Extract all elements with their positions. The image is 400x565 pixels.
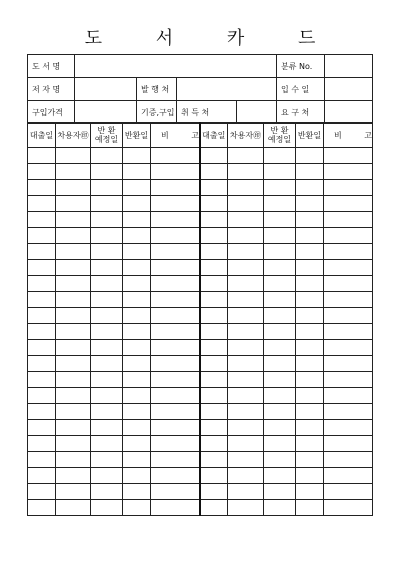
loan-log-cell[interactable] (296, 452, 324, 468)
loan-log-cell[interactable] (151, 196, 200, 212)
remarks-header: 비 고 (324, 123, 373, 148)
loan-log-cell[interactable] (324, 372, 373, 388)
loan-log-cell[interactable] (123, 356, 151, 372)
loan-log-cell[interactable] (151, 484, 200, 500)
loan-log-cell[interactable] (28, 372, 56, 388)
loan-log-cell[interactable] (123, 180, 151, 196)
loan-log-cell[interactable] (296, 180, 324, 196)
loan-log-cell[interactable] (324, 500, 373, 516)
return-due-header: 반 환 예정일 (264, 123, 296, 148)
loan-log-cell[interactable] (264, 420, 296, 436)
author-field[interactable] (75, 78, 137, 101)
loan-log-cell[interactable] (264, 212, 296, 228)
loan-log-row (28, 196, 373, 212)
loan-log-row (28, 356, 373, 372)
loan-log-header (28, 123, 373, 148)
loan-log-cell[interactable] (296, 324, 324, 340)
loan-log-cell[interactable] (324, 196, 373, 212)
loan-log-cell[interactable] (228, 292, 264, 308)
loan-date-header: 대출일 (28, 123, 56, 148)
loan-log-cell[interactable] (296, 308, 324, 324)
loan-log-cell[interactable] (228, 260, 264, 276)
loan-log-cell[interactable] (228, 324, 264, 340)
loan-log-cell[interactable] (56, 468, 91, 484)
borrower-header: 차용자㊞ (228, 123, 264, 148)
loan-log-cell[interactable] (264, 500, 296, 516)
loan-log-cell[interactable] (264, 244, 296, 260)
loan-log-cell[interactable] (296, 500, 324, 516)
loan-date-header: 대출일 (200, 123, 228, 148)
loan-log-cell[interactable] (151, 388, 200, 404)
donation-purchase-label: 기증,구입 (137, 101, 177, 124)
loan-log-cell[interactable] (123, 164, 151, 180)
class-no-field[interactable] (325, 55, 373, 78)
loan-log-cell[interactable] (91, 292, 123, 308)
loan-log-cell[interactable] (123, 260, 151, 276)
loan-log-cell[interactable] (324, 388, 373, 404)
loan-log-cell[interactable] (28, 196, 56, 212)
loan-log-cell[interactable] (151, 452, 200, 468)
loan-log-cell[interactable] (324, 244, 373, 260)
loan-log-cell[interactable] (56, 388, 91, 404)
loan-log-cell[interactable] (228, 340, 264, 356)
publisher-field[interactable] (177, 78, 277, 101)
loan-log-cell[interactable] (264, 452, 296, 468)
loan-log-cell[interactable] (151, 356, 200, 372)
loan-log-cell[interactable] (91, 468, 123, 484)
loan-log-cell[interactable] (56, 324, 91, 340)
loan-log-cell[interactable] (324, 212, 373, 228)
loan-log-cell[interactable] (228, 500, 264, 516)
loan-log-cell[interactable] (28, 340, 56, 356)
class-no-label: 분류 No. (277, 55, 325, 78)
loan-log-cell[interactable] (123, 212, 151, 228)
received-date-label: 입 수 일 (277, 78, 325, 101)
loan-log-cell[interactable] (324, 436, 373, 452)
loan-log-table (27, 122, 382, 516)
loan-log-cell[interactable] (56, 148, 91, 164)
loan-log-cell[interactable] (151, 292, 200, 308)
loan-log-cell[interactable] (151, 324, 200, 340)
loan-log-cell[interactable] (91, 436, 123, 452)
loan-log-cell[interactable] (264, 436, 296, 452)
loan-log-cell[interactable] (324, 228, 373, 244)
loan-log-cell[interactable] (28, 244, 56, 260)
loan-log-row (28, 388, 373, 404)
loan-log-cell[interactable] (56, 180, 91, 196)
loan-log-cell[interactable] (200, 436, 228, 452)
loan-log-cell[interactable] (264, 228, 296, 244)
loan-log-cell[interactable] (324, 180, 373, 196)
book-info-table (27, 54, 373, 124)
loan-log-cell[interactable] (123, 484, 151, 500)
loan-log-cell[interactable] (200, 340, 228, 356)
loan-log-cell[interactable] (296, 148, 324, 164)
loan-log-cell[interactable] (91, 260, 123, 276)
loan-log-cell[interactable] (264, 180, 296, 196)
return-due-header: 반 환 예정일 (91, 123, 123, 148)
loan-log-cell[interactable] (123, 404, 151, 420)
loan-log-row (28, 420, 373, 436)
loan-log-cell[interactable] (228, 180, 264, 196)
loan-log-cell[interactable] (151, 420, 200, 436)
loan-log-cell[interactable] (91, 244, 123, 260)
loan-log-cell[interactable] (324, 292, 373, 308)
loan-log-cell[interactable] (123, 324, 151, 340)
loan-log-cell[interactable] (228, 164, 264, 180)
loan-log-cell[interactable] (91, 420, 123, 436)
loan-log-cell[interactable] (123, 452, 151, 468)
loan-log-cell[interactable] (228, 452, 264, 468)
loan-log-row (28, 468, 373, 484)
loan-log-cell[interactable] (296, 340, 324, 356)
loan-log-row (28, 436, 373, 452)
handler-label: 취 득 처 (177, 101, 237, 124)
loan-log-cell[interactable] (56, 484, 91, 500)
loan-log-cell[interactable] (264, 324, 296, 340)
loan-log-cell[interactable] (324, 452, 373, 468)
loan-log-row (28, 164, 373, 180)
loan-log-row (28, 404, 373, 420)
requester-field[interactable] (325, 101, 373, 124)
loan-log-cell[interactable] (151, 180, 200, 196)
loan-log-cell[interactable] (123, 436, 151, 452)
loan-log-cell[interactable] (264, 340, 296, 356)
loan-log-cell[interactable] (91, 228, 123, 244)
loan-log-cell[interactable] (56, 228, 91, 244)
loan-log-cell[interactable] (91, 212, 123, 228)
loan-log-cell[interactable] (56, 196, 91, 212)
loan-log-cell[interactable] (228, 388, 264, 404)
loan-log-cell[interactable] (56, 260, 91, 276)
loan-log-cell[interactable] (296, 436, 324, 452)
loan-log-cell[interactable] (200, 372, 228, 388)
loan-log-cell[interactable] (228, 148, 264, 164)
loan-log-cell[interactable] (228, 356, 264, 372)
loan-log-cell[interactable] (228, 404, 264, 420)
loan-log-cell[interactable] (28, 308, 56, 324)
loan-log-cell[interactable] (200, 324, 228, 340)
loan-log-cell[interactable] (228, 484, 264, 500)
loan-log-cell[interactable] (28, 388, 56, 404)
loan-log-cell[interactable] (123, 468, 151, 484)
loan-log-cell[interactable] (56, 340, 91, 356)
loan-log-cell[interactable] (324, 148, 373, 164)
loan-log-cell[interactable] (28, 404, 56, 420)
loan-log-cell[interactable] (91, 500, 123, 516)
loan-log-cell[interactable] (264, 196, 296, 212)
loan-log-cell[interactable] (200, 148, 228, 164)
loan-log-cell[interactable] (200, 484, 228, 500)
loan-log-cell[interactable] (324, 164, 373, 180)
loan-log-cell[interactable] (56, 292, 91, 308)
loan-log-cell[interactable] (151, 228, 200, 244)
loan-log-cell[interactable] (296, 484, 324, 500)
loan-log-row (28, 452, 373, 468)
loan-log-row (28, 500, 373, 516)
loan-log-row (28, 276, 373, 292)
loan-log-cell[interactable] (296, 164, 324, 180)
loan-log-cell[interactable] (264, 148, 296, 164)
loan-log-cell[interactable] (324, 356, 373, 372)
loan-log-cell[interactable] (56, 404, 91, 420)
loan-log-cell[interactable] (228, 196, 264, 212)
loan-log-cell[interactable] (91, 388, 123, 404)
loan-log-cell[interactable] (228, 308, 264, 324)
loan-log-cell[interactable] (151, 148, 200, 164)
loan-log-cell[interactable] (324, 260, 373, 276)
loan-log-cell[interactable] (200, 180, 228, 196)
loan-log-cell[interactable] (123, 228, 151, 244)
loan-log-cell[interactable] (264, 292, 296, 308)
loan-log-cell[interactable] (200, 164, 228, 180)
loan-log-cell[interactable] (28, 276, 56, 292)
loan-log-cell[interactable] (123, 148, 151, 164)
purchase-price-field[interactable] (75, 101, 137, 124)
loan-log-cell[interactable] (228, 420, 264, 436)
loan-log-cell[interactable] (28, 500, 56, 516)
loan-log-row (28, 212, 373, 228)
loan-log-cell[interactable] (91, 372, 123, 388)
loan-log-cell[interactable] (296, 372, 324, 388)
loan-log-cell[interactable] (56, 500, 91, 516)
loan-log-cell[interactable] (200, 196, 228, 212)
loan-log-cell[interactable] (151, 212, 200, 228)
loan-log-cell[interactable] (264, 260, 296, 276)
loan-log-cell[interactable] (28, 180, 56, 196)
loan-log-cell[interactable] (56, 276, 91, 292)
loan-log-cell[interactable] (228, 276, 264, 292)
loan-log-cell[interactable] (264, 356, 296, 372)
loan-log-cell[interactable] (151, 404, 200, 420)
loan-log-cell[interactable] (264, 372, 296, 388)
loan-log-cell[interactable] (123, 500, 151, 516)
loan-log-cell[interactable] (324, 276, 373, 292)
loan-log-cell[interactable] (123, 292, 151, 308)
loan-log-cell[interactable] (324, 340, 373, 356)
loan-log-row (28, 180, 373, 196)
return-date-header: 반환일 (123, 123, 151, 148)
loan-log-cell[interactable] (91, 164, 123, 180)
loan-log-cell[interactable] (28, 452, 56, 468)
loan-log-cell[interactable] (28, 324, 56, 340)
loan-log-cell[interactable] (28, 164, 56, 180)
loan-log-cell[interactable] (151, 500, 200, 516)
loan-log-cell[interactable] (264, 468, 296, 484)
loan-log-cell[interactable] (228, 468, 264, 484)
loan-log-cell[interactable] (151, 308, 200, 324)
requester-label: 요 구 처 (277, 101, 325, 124)
loan-log-cell[interactable] (200, 260, 228, 276)
loan-log-cell[interactable] (296, 276, 324, 292)
loan-log-row (28, 308, 373, 324)
book-name-field[interactable] (75, 55, 277, 78)
loan-log-row (28, 148, 373, 164)
loan-log-cell[interactable] (56, 436, 91, 452)
loan-log-cell[interactable] (91, 484, 123, 500)
author-label: 저 자 명 (28, 78, 75, 101)
loan-log-cell[interactable] (28, 212, 56, 228)
loan-log-cell[interactable] (296, 260, 324, 276)
loan-log-cell[interactable] (200, 500, 228, 516)
loan-log-cell[interactable] (324, 404, 373, 420)
loan-log-cell[interactable] (28, 436, 56, 452)
loan-log-cell[interactable] (200, 356, 228, 372)
loan-log-cell[interactable] (123, 196, 151, 212)
loan-log-cell[interactable] (200, 212, 228, 228)
loan-log-cell[interactable] (123, 276, 151, 292)
loan-log-cell[interactable] (91, 180, 123, 196)
received-date-field[interactable] (325, 78, 373, 101)
loan-log-cell[interactable] (296, 212, 324, 228)
loan-log-cell[interactable] (200, 244, 228, 260)
loan-log-cell[interactable] (296, 420, 324, 436)
loan-log-cell[interactable] (151, 340, 200, 356)
loan-log-cell[interactable] (296, 244, 324, 260)
loan-log-cell[interactable] (264, 164, 296, 180)
loan-log-cell[interactable] (264, 484, 296, 500)
loan-log-cell[interactable] (264, 308, 296, 324)
loan-log-cell[interactable] (324, 308, 373, 324)
loan-log-cell[interactable] (123, 372, 151, 388)
return-date-header: 반환일 (296, 123, 324, 148)
loan-log-cell[interactable] (200, 308, 228, 324)
loan-log-row (28, 244, 373, 260)
loan-log-cell[interactable] (228, 436, 264, 452)
loan-log-cell[interactable] (264, 404, 296, 420)
handler-field[interactable] (237, 101, 277, 124)
loan-log-cell[interactable] (228, 372, 264, 388)
loan-log-row (28, 292, 373, 308)
loan-log-cell[interactable] (324, 468, 373, 484)
loan-log-cell[interactable] (56, 244, 91, 260)
book-name-label: 도 서 명 (28, 55, 75, 78)
loan-log-cell[interactable] (28, 228, 56, 244)
loan-log-cell[interactable] (28, 484, 56, 500)
loan-log-cell[interactable] (296, 468, 324, 484)
loan-log-row (28, 228, 373, 244)
loan-log-cell[interactable] (28, 356, 56, 372)
loan-log-cell[interactable] (200, 388, 228, 404)
loan-log-cell[interactable] (151, 276, 200, 292)
loan-log-cell[interactable] (28, 420, 56, 436)
loan-log-cell[interactable] (91, 324, 123, 340)
card-title: 도 서 카 드 (84, 28, 340, 49)
loan-log-cell[interactable] (28, 468, 56, 484)
loan-log-cell[interactable] (296, 404, 324, 420)
loan-log-cell[interactable] (296, 292, 324, 308)
loan-log-cell[interactable] (123, 388, 151, 404)
loan-log-cell[interactable] (228, 212, 264, 228)
loan-log-cell[interactable] (91, 148, 123, 164)
loan-log-cell[interactable] (200, 468, 228, 484)
loan-log-cell[interactable] (91, 308, 123, 324)
loan-log-cell[interactable] (28, 292, 56, 308)
loan-log-cell[interactable] (151, 244, 200, 260)
loan-log-cell[interactable] (200, 452, 228, 468)
loan-log-cell[interactable] (264, 388, 296, 404)
loan-log-cell[interactable] (56, 212, 91, 228)
loan-log-cell[interactable] (151, 436, 200, 452)
loan-log-cell[interactable] (228, 228, 264, 244)
loan-log-cell[interactable] (200, 404, 228, 420)
loan-log-row (28, 260, 373, 276)
borrower-header: 차용자㊞ (56, 123, 91, 148)
loan-log-cell[interactable] (56, 164, 91, 180)
loan-log-cell[interactable] (28, 148, 56, 164)
loan-log-cell[interactable] (264, 276, 296, 292)
loan-log-row (28, 372, 373, 388)
loan-log-cell[interactable] (56, 308, 91, 324)
publisher-label: 발 행 처 (137, 78, 177, 101)
loan-log-cell[interactable] (200, 276, 228, 292)
loan-log-cell[interactable] (151, 260, 200, 276)
loan-log-cell[interactable] (324, 420, 373, 436)
loan-log-cell[interactable] (296, 228, 324, 244)
loan-log-cell[interactable] (123, 340, 151, 356)
loan-log-row (28, 340, 373, 356)
loan-log-cell[interactable] (56, 452, 91, 468)
loan-log-row (28, 484, 373, 500)
loan-log-cell[interactable] (200, 228, 228, 244)
loan-log-cell[interactable] (28, 260, 56, 276)
loan-log-cell[interactable] (324, 484, 373, 500)
loan-log-cell[interactable] (200, 420, 228, 436)
loan-log-cell[interactable] (123, 308, 151, 324)
loan-log-cell[interactable] (91, 340, 123, 356)
loan-log-cell[interactable] (296, 388, 324, 404)
loan-log-cell[interactable] (151, 164, 200, 180)
purchase-price-label: 구입가격 (28, 101, 75, 124)
remarks-header: 비 고 (151, 123, 200, 148)
loan-log-cell[interactable] (56, 420, 91, 436)
loan-log-cell[interactable] (151, 372, 200, 388)
loan-log-cell[interactable] (123, 244, 151, 260)
loan-log-cell[interactable] (91, 356, 123, 372)
loan-log-cell[interactable] (151, 468, 200, 484)
loan-log-cell[interactable] (324, 324, 373, 340)
loan-log-row (28, 324, 373, 340)
loan-log-cell[interactable] (228, 244, 264, 260)
loan-log-cell[interactable] (296, 196, 324, 212)
loan-log-cell[interactable] (91, 276, 123, 292)
loan-log-cell[interactable] (56, 356, 91, 372)
loan-log-cell[interactable] (56, 372, 91, 388)
loan-log-cell[interactable] (296, 356, 324, 372)
loan-log-cell[interactable] (123, 420, 151, 436)
loan-log-cell[interactable] (91, 452, 123, 468)
loan-log-cell[interactable] (91, 404, 123, 420)
loan-log-cell[interactable] (200, 292, 228, 308)
loan-log-cell[interactable] (91, 196, 123, 212)
